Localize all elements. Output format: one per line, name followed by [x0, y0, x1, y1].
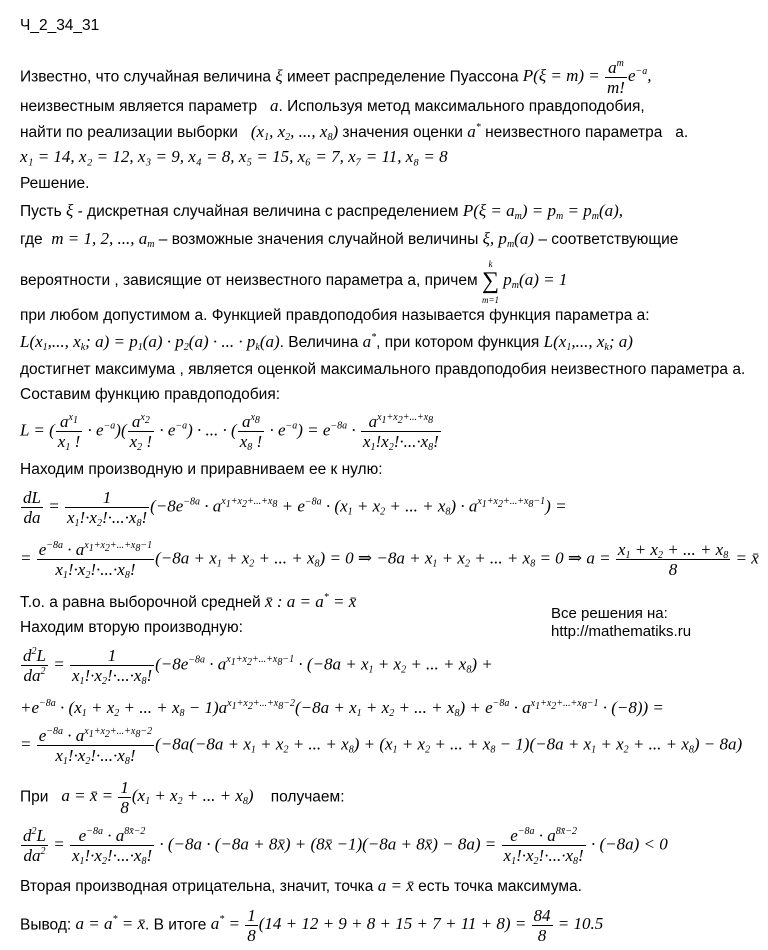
- solution-line-2: где m = 1, 2, ..., $a_m$ – возможные значения случайной величины ξ, $p_m(a)$ – соответствующие: [20, 229, 679, 250]
- final-answer: Вывод: a = a* = x̄. В итоге a* = $\frac{1}{8}$ (14 + 12 + 9 + 8 + 15 + 7 + 11 + 8) = $\frac{84}{8}$ = 10.5: [20, 906, 604, 945]
- solution-line-1: Пусть ξ - дискретная случайная величина с распределением $P(\xi = a_m) = p_m = p_m(a)$,: [20, 201, 624, 222]
- side-note-1: Все решения на:: [551, 605, 668, 622]
- solution-heading: Решение.: [20, 175, 90, 192]
- sample-values: x₁ = 14, x₂ = 12, x₃ = 9, x₄ = 8, x₅ = 15, x₆ = 7, x₇ = 11, x₈ = 8: [20, 147, 448, 166]
- substitution-line: При a = x̄ = $\frac{1}{8}$ ($x_1 + x_2$ + ... + $x_8$) получаем:: [20, 778, 345, 817]
- solution-line-3: вероятности , зависящие от неизвестного параметра a, причем k ∑ m=1 $p_m(a) = 1$: [20, 259, 568, 305]
- second-derivative: $\frac{d^2L}{da^2}$ = $\frac{1}{x_1!\cdot x_2!\cdot...\cdot x_8!}$ ($-8e^{-8a} \cdot a^{x_1+x_2+...+x_8-1} \cdot (-8a + x_1 + x_2$ + ... + $x_8$) +: [23, 646, 493, 687]
- side-note-link[interactable]: http://mathematiks.ru: [551, 623, 692, 640]
- solution-line-8: Находим вторую производную:: [20, 619, 243, 636]
- solution-line-7: Находим производную и приравниваем ее к нулю:: [20, 461, 383, 478]
- conclusion-max: Вторая производная отрицательна, значит, точка a = x̄ есть точка максимума.: [20, 876, 582, 895]
- problem-line-1: Известно, что случайная величина ξ имеет распределение Пуассона P(ξ = m) = $\frac{a^m}{m!}$ $e^{-a}$,: [20, 58, 652, 97]
- problem-line-3: найти по реализации выборки ($x_1$, $x_2$, ..., $x_8$) значения оценки a* неизвестного параметра a.: [20, 122, 689, 143]
- likelihood-def: $L(x_1$,..., $x_k$; $a) = p_1(a) \cdot p_2(a)$ · ... · $p_k(a)$. Величина a*, при котором функция $L(x_1$,..., $x_k$; a): [20, 332, 633, 353]
- second-derivative-value: $\frac{d^2L}{da^2}$ = $\frac{e^{-8a} \cdot a^{8x̄-2}}{x_1!\cdot x_2!\cdot...\cdot x_8!}$ · (−8a · (−8a + 8x̄) + (8x̄ −1)(−8a + 8x̄) − 8a) = $\frac{e^{-8a} \cdot a^{8x̄-2}}{x_1!\cdot x_2!\cdot...\cdot x_8!}$ · (−8a) < 0: [23, 826, 668, 867]
- sample-mean-line: Т.о. a равна выборочной средней x̄ : a = a* = x̄: [20, 592, 357, 611]
- first-derivative: $\frac{dL}{da}$ = $\frac{1}{x_1!\cdot x_2!\cdot...\cdot x_8!}$ ($-8e^{-8a} \cdot a^{x_1+x_2+...+x_8} + e^{-8a} \cdot (x_1 + x_2$ + ... + $x_8) \cdot a^{x_1+x_2+...+x_8-1}$) =: [23, 488, 567, 529]
- first-derivative-cont: = $\frac{e^{-8a} \cdot a^{x_1+x_2+...+x_8-1}}{x_1!\cdot x_2!\cdot...\cdot x_8!}$ ($-8a + x_1 + x_2$ + ... + $x_8) = 0$ ⇒ $-8a + x_1 + x_2$ + ... + $x_8 = 0$ ⇒ a = $\frac{x_1 + x_2 + ... + x_8}{8}$ = x̄: [20, 540, 759, 581]
- solution-line-6: Составим функцию правдоподобия:: [20, 386, 281, 403]
- second-derivative-cont-1: $+e^{-8a} \cdot (x_1 + x_2$ + ... + $x_8 - 1)a^{x_1+x_2+...+x_8-2}(-8a + x_1 + x_2$ + ... + $x_8) + e^{-8a} \cdot a^{x_1+x_2+...+x_8-1} \cdot (-8)$) =: [20, 698, 664, 719]
- solution-line-5: достигнет максимума , является оценкой максимального правдоподобия неизвестного параметра a.: [20, 361, 746, 378]
- problem-id: Ч_2_34_31: [20, 17, 100, 34]
- likelihood-formula: L = ( $\frac{a^{x_1}}{x_1 !}$ · $e^{-a}$)( $\frac{a^{x_2}}{x_2 !}$ · $e^{-a}$) · ... · ( $\frac{a^{x_8}}{x_8 !}$ · $e^{-a}) = e^{-8a}$ · $\frac{a^{x_1+x_2+...+x_8}}{x_1!x_2!\cdot...\cdot x_8!}$: [20, 412, 439, 453]
- problem-line-2: неизвестным является параметр a. Используя метод максимального правдоподобия,: [20, 96, 645, 115]
- solution-line-4: при любом допустимом a. Функцией правдоподобия называется функция параметра a:: [20, 307, 650, 324]
- second-derivative-cont-2: = $\frac{e^{-8a} \cdot a^{x_1+x_2+...+x_8-2}}{x_1!\cdot x_2!\cdot...\cdot x_8!}$ ($-8a(-8a + x_1 + x_2$ + ... + $x_8) + (x_1 + x_2$ + ... + $x_8 - 1)(-8a + x_1 + x_2$ + ... + $x_8) - 8a$): [20, 726, 743, 767]
